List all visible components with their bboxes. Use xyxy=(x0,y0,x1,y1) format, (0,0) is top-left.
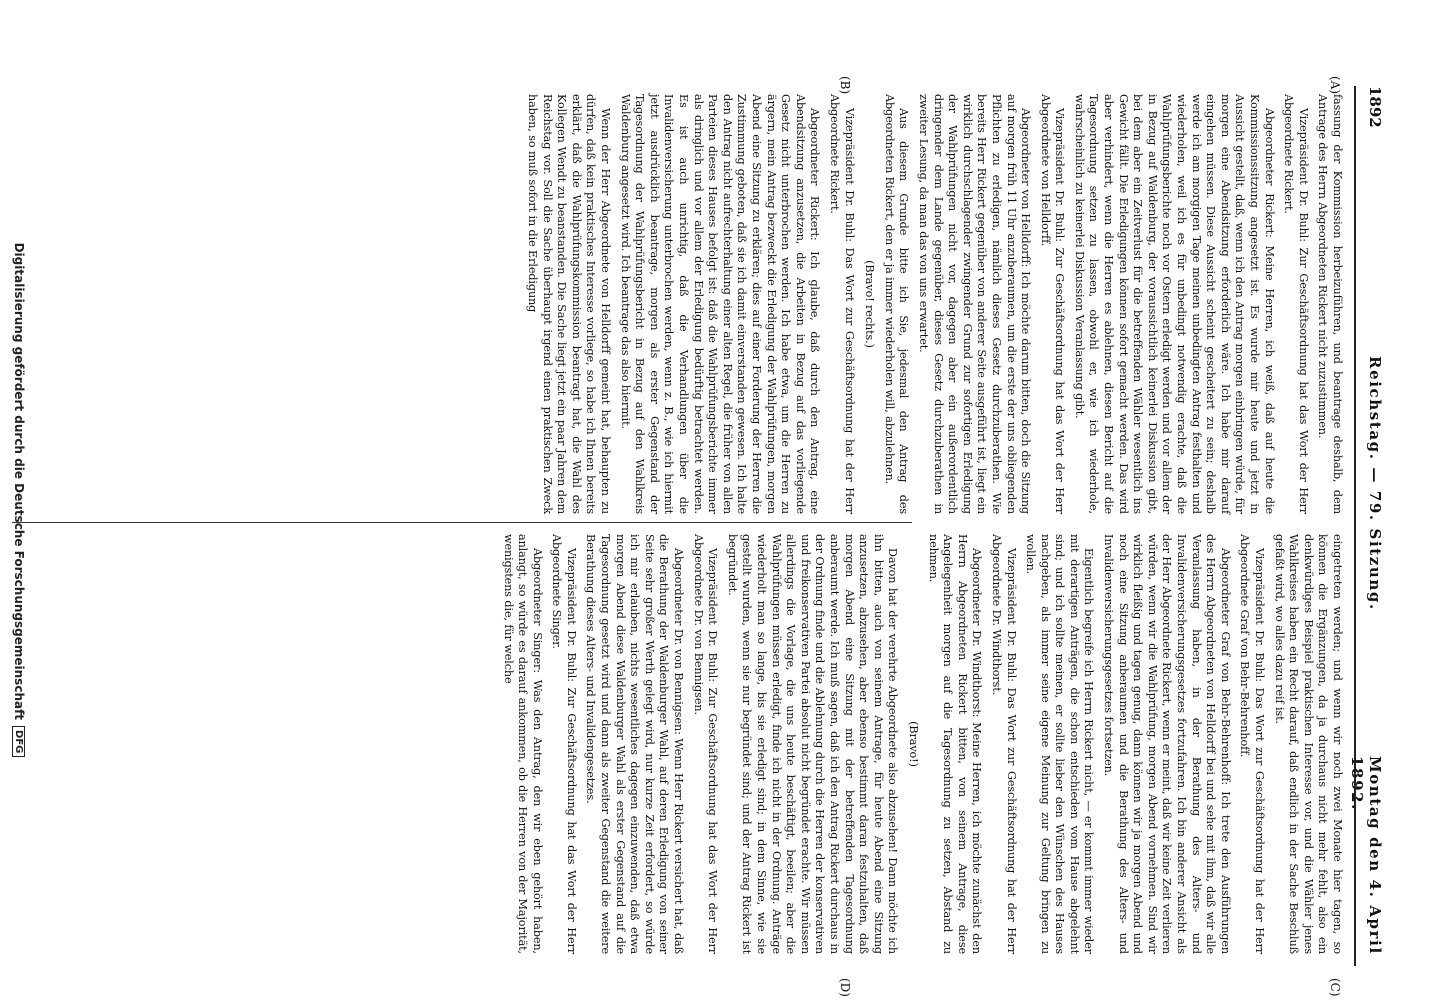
interjection: (Bravo!) xyxy=(906,721,920,767)
header-title: Reichstag. — 79. Sitzung. xyxy=(1366,356,1384,611)
margin-marker-a: (A) xyxy=(1328,76,1342,95)
paragraph: fassung der Kommission herbeizuführen, und beantrage deshalb, dem Antrage des Herrn Abgeordneten Rickert nicht zuzustimmen. xyxy=(1316,94,1344,514)
paragraph: Davon hat der verehrte Abgeordnete also abzusehen! Dann möchte ich ihn bitten, auch von seinem Antrage, für heute Abend eine Sitzung anzusetzen, abzusehen, aber ebenso bestimmt daran festzuhalten, daß morgen Abend eine Sitzung mit der betreffenden Tagesordnung anberaumt werde. Ich muß sagen, daß ich den Antrag Rickert durchaus in der Ordnung finde und die Ablehnung durch die Herren der konservativen und freikonservativen Partei absolut nicht begründet erachte. Wir müssen allerdings die Vorlage, die uns heute beschäftigt, beeilen; aber die Wahlprüfungen müssen erledigt, finde ich nicht in der Ordnung. Anträge wiederholt man so lange, bis sie erledigt sind; in dem Sinne, wie sie gestellt wurden, wenn sie nur begründet sind; und der Antrag Rickert ist begründet. xyxy=(725,534,900,954)
paragraph: Abgeordneter Singer: Was den Antrag, den wir eben gehört haben, anlangt, so würde es darauf ankommen, ob die Herren von der Majorität, wenigstens die, für welche xyxy=(501,534,544,954)
paragraph: Abgeordneter Dr. Windthorst: Meine Herren, ich möchte zunächst den Herrn Abgeordneten Rickert bitten, von seinem Antrage, diese Angelegenheit morgen auf die Tagesordnung zu setzen, Abstand zu nehmen. xyxy=(926,534,984,954)
column-divider xyxy=(12,522,912,523)
paragraph: Vizepräsident Dr. Buhl: Das Wort zur Geschäftsordnung hat der Herr Abgeordnete Rickert. xyxy=(828,94,856,514)
paragraph: Vizepräsident Dr. Buhl: Zur Geschäftsordnung hat das Wort der Herr Abgeordnete Dr. von Bennigsen. xyxy=(691,534,720,954)
paragraph: Wenn der Herr Abgeordnete von Helldorff gemeint hat, behaupten zu dürfen, daß kein praktisches Interesse vorliege, so habe ich Ihnen bereits erklärt, daß die Wahlprüfungskommission beantragt hat, die Wahl des Kollegen Wendt zu beanstanden. Die Sache liegt jetzt ein paar Jahren dem Reichstag vor. Soll die Sache überhaupt irgend einen praktischen Zweck haben, so muß sofort in die Erledigung xyxy=(526,94,613,514)
interjection: (Bravo! rechts.) xyxy=(863,260,877,348)
paragraph: Eigentlich begreife ich Herrn Rickert nicht, — er kommt immer wieder mit derartigen Anträgen, die schon entschieden vom Hause abgelehnt sind; und ich sollte meinen, er sollte lieber den Wünschen des Hauses nachgeben, als immer seine eigene Meinung zur Geltung bringen zu wollen. xyxy=(1024,534,1096,954)
digitization-footer xyxy=(12,0,26,1000)
header-rule xyxy=(1354,86,1356,966)
dfg-logo: DFG xyxy=(13,726,26,757)
header-date: Montag den 4. April 1892. xyxy=(1348,756,1384,955)
paragraph: Vizepräsident Dr. Buhl: Zur Geschäftsordnung hat das Wort der Herr Abgeordnete Rickert. xyxy=(1282,94,1310,514)
paragraph: Vizepräsident Dr. Buhl: Zur Geschäftsordnung hat das Wort der Herr Abgeordnete von Helldorff. xyxy=(1038,94,1067,514)
right-column xyxy=(495,534,1344,954)
left-column xyxy=(520,94,1344,514)
footer-text: Digitalisierung gefördert durch die Deutsche Forschungsgemeinschaft xyxy=(12,242,26,721)
paragraph: Vizepräsident Dr. Buhl: Das Wort zur Geschäftsordnung hat der Herr Abgeordnete Dr. Windthorst. xyxy=(989,534,1018,954)
paragraph: Abgeordneter Dr. von Bennigsen: Wenn Herr Rickert versichert hat, daß die Berathung der Waldenburger Wahl, auf deren Erledigung von seiner Seite sehr großer Werth gelegt wird, nur kurze Zeit erfordert, so würde ich mir erlauben, nichts wesentliches dagegen einzuwenden, daß etwa morgen Abend diese Waldenburger Wahl als erster Gegenstand auf die Tagesordnung gesetzt wird und dann als zweiter Gegenstand die weitere Berathung dieses Alters- und Invalidengesetzes. xyxy=(584,534,686,954)
paragraph: Vizepräsident Dr. Buhl: Das Wort zur Geschäftsordnung hat der Herr Abgeordnete Graf von Behr-Behrenhoff. xyxy=(1238,534,1267,954)
paragraph: Aus diesem Grunde bitte ich Sie, jedesmal den Antrag des Abgeordneten Rickert, den er ja immer wiederholen will, abzulehnen. xyxy=(882,94,911,514)
margin-marker-c: (C) xyxy=(1328,978,1342,997)
header-year: 1892 xyxy=(1366,86,1384,128)
margin-marker-b: (B) xyxy=(838,76,852,95)
paragraph: Vizepräsident Dr. Buhl: Zur Geschäftsordnung hat das Wort der Herr Abgeordnete Singer. xyxy=(550,534,578,954)
margin-marker-d: (D) xyxy=(838,978,852,997)
paragraph: Abgeordneter Rickert: Ich glaube, daß durch den Antrag, eine Abendsitzung anzusetzen, die Arbeiten in Bezug auf das vorliegende Gesetz nicht unterbrochen werden. Ich habe etwa, um die Herren zu ärgern, mein Antrag bezweckt die Erledigung der Wahlprüfungen, morgen Abend eine Sitzung zu erklären; dies auf einer Forderung der Herren die Zustimmung geboten, daß sie ich damit einverstanden gewesen. Ich halte den Antrag nicht aufrechterhaltung einer alten Regel, die früher von allen Parteien dieses Hauses befolgt ist: daß die Wahlprüfungsberichte immer als dringlich und vor allem der Erledigung bedürftig betrachtet werden. Es ist auch unrichtig, daß die Verhandlungen über die Invalidenversicherung unterbrochen werden, wenn z. B., wie ich hiermit jetzt ausdrücklich beantrage, morgen als erster Gegenstand der Tagesordnung der Wahlprüfungsbericht in Bezug auf den Wahlkreis Waldenburg angesetzt wird. Ich beantrage das also hiermit. xyxy=(618,94,822,514)
page-header xyxy=(1348,86,1384,966)
paragraph: Abgeordneter Rickert: Meine Herren, ich weiß, daß auf heute die Kommissionssitzung angesetzt ist. Es wurde mir heute und jetzt in Aussicht gestellt, daß, wenn ich den Antrag morgen einbringen würde, für morgen eine Abendsitzung erforderlich wäre. Ich habe mir darauf eingehen müssen. Diese Aussicht scheint gescheitert zu sein; deshalb werde ich am morgigen Tage meinen unbedingten Antrag festhalten und wiederholen, weil ich es für unbedingt notwendig erachte, daß die Wahlprüfungsberichte noch vor Ostern erledigt werden und vor allem der in Bezug auf Waldenburg, der voraussichtlich keinerlei Diskussion gibt, bei dem aber ein Zeitverlust für die betreffenden Wähler wesentlich ins Gewicht fällt. Die Erledigungen können sofort gemacht werden. Das wird aber verhindert, wenn die Herren es ablehnen, diesen Bericht auf die Tagesordnung setzen zu lassen, obwohl er, wie ich wiederhole, wahrscheinlich zu keinerlei Diskussion Veranlassung gibt. xyxy=(1072,94,1276,514)
paragraph: eingetreten werden; und wenn wir noch zwei Monate hier tagen, so können die Ergänzungen, da ja durchaus nicht mehr fehlt, also ein denkwürdiges Beispiel praktischen Interesse vor, und die Wähler jenes Wahlkreises haben ein Recht darauf, daß endlich in der Sache Beschluß gefaßt wird, wo alles dazu reif ist. xyxy=(1272,534,1344,954)
paragraph: Abgeordneter von Helldorff: Ich möchte darum bitten, doch die Sitzung auf morgen früh 11 Uhr anzuberaumen, um die erste der uns obliegenden Pflichten zu erledigen, nämlich dieses Gesetz durchzuberathen. Wie bereits Herr Rickert gegenüber von anderer Seite ausgeführt ist, liegt ein wirklich durchschlagender zwingender Grund zur sofortigen Erledigung der Wahlprüfungen nicht vor, dagegen aber ein außerordentlich dringender dem Lande gegenüber, dieses Gesetz durchzuberathen in zweiter Lesung, da man das von uns erwartet. xyxy=(916,94,1033,514)
paragraph: Abgeordneter Graf von Behr-Behrenhoff: Ich trete den Ausführungen des Herrn Abgeordneten von Helldorff bei und sehe mit ihm, daß wir alle Veranlassung haben, in der Berathung des Alters- und Invalidenversicherungsgesetzes fortzufahren. Ich bin anderer Ansicht als der Herr Abgeordnete Rickert, wenn er meint, daß wir keine Zeit verlieren würden, wenn wir die Wahlprüfung, morgen Abend vornehmen. Sind wir wirklich fleißig und tagen genug, dann können wir ja morgen Abend und noch eine Sitzung anberaumen und die Berathung des Alters- und Invalidenversicherungsgesetzes fortsetzen. xyxy=(1102,534,1232,954)
